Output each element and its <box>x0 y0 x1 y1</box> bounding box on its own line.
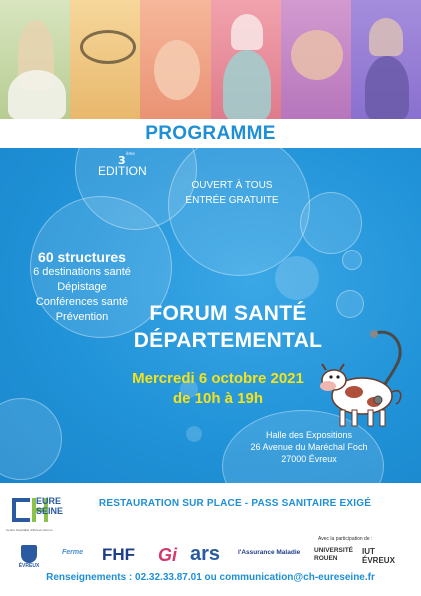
list-item: 60 structures <box>38 249 126 265</box>
bubble <box>336 290 364 318</box>
photo-masked-woman <box>351 0 421 119</box>
partner-assurance-maladie: l'Assurance Maladie <box>238 549 301 556</box>
photo-pregnant <box>140 0 210 119</box>
edition-number: 3 <box>118 154 126 167</box>
partner-evreux <box>18 545 40 569</box>
list-item: Conférences santé <box>35 296 129 308</box>
poster <box>0 148 421 483</box>
bubble <box>300 192 362 254</box>
photo-stethoscope <box>70 0 140 119</box>
ch-eure-seine-logo <box>6 492 68 536</box>
list-item: Dépistage <box>57 281 107 293</box>
list-item: 6 destinations santé <box>33 266 131 278</box>
edition-superscript: ème <box>126 151 135 156</box>
participation-label: Avec la participation de : <box>318 536 373 542</box>
list-item: Prévention <box>55 311 109 323</box>
partner-gi: Gi <box>158 545 178 565</box>
open-line: OUVERT À TOUS <box>191 180 273 191</box>
partner-fhf: FHF <box>102 545 136 564</box>
photo-hands <box>281 0 351 119</box>
footer <box>0 483 421 596</box>
edition-label: EDITION <box>98 164 147 178</box>
contact-info[interactable]: Renseignements : 02.32.33.87.01 ou communication@ch-eureseine.fr <box>46 572 375 583</box>
photo-nurse <box>211 0 281 119</box>
partner-ferme: Ferme <box>62 549 84 556</box>
partner-universite-rouen: UNIVERSITÉ ROUEN <box>314 547 354 562</box>
forum-title-line1: FORUM SANTÉ <box>149 302 307 325</box>
event-date: Mercredi 6 octobre 2021 <box>132 370 304 387</box>
bubble <box>275 256 319 300</box>
restauration-notice: RESTAURATION SUR PLACE - PASS SANITAIRE EXIGÉ <box>98 498 372 509</box>
forum-title-line2: DÉPARTEMENTAL <box>133 329 323 352</box>
photo-banner <box>0 0 421 119</box>
bubble <box>342 250 362 270</box>
partner-ars: ars <box>190 543 221 565</box>
partner-logos <box>0 543 421 573</box>
bubble <box>0 398 62 480</box>
partner-iut-evreux: IUT ÉVREUX <box>362 547 395 565</box>
free-entry-line: ENTRÉE GRATUITE <box>185 195 279 206</box>
logo-text: EURE SEINE <box>36 496 64 516</box>
event-hours: de 10h à 19h <box>172 390 264 407</box>
photo-doctor <box>0 0 70 119</box>
partner-label: ÉVREUX <box>18 563 40 569</box>
bubble <box>186 426 202 442</box>
open-info <box>172 178 292 208</box>
shield-icon <box>21 545 37 563</box>
logo-subtitle: Centre hospitalier d'Evreux-Vernon <box>6 528 53 532</box>
cow-mascot-icon <box>312 326 412 441</box>
venue-street: 26 Avenue du Maréchal Foch <box>250 442 368 452</box>
venue-name: Halle des Expositions <box>265 430 353 440</box>
program-title: PROGRAMME <box>145 122 276 144</box>
venue-city: 27000 Évreux <box>281 454 337 464</box>
